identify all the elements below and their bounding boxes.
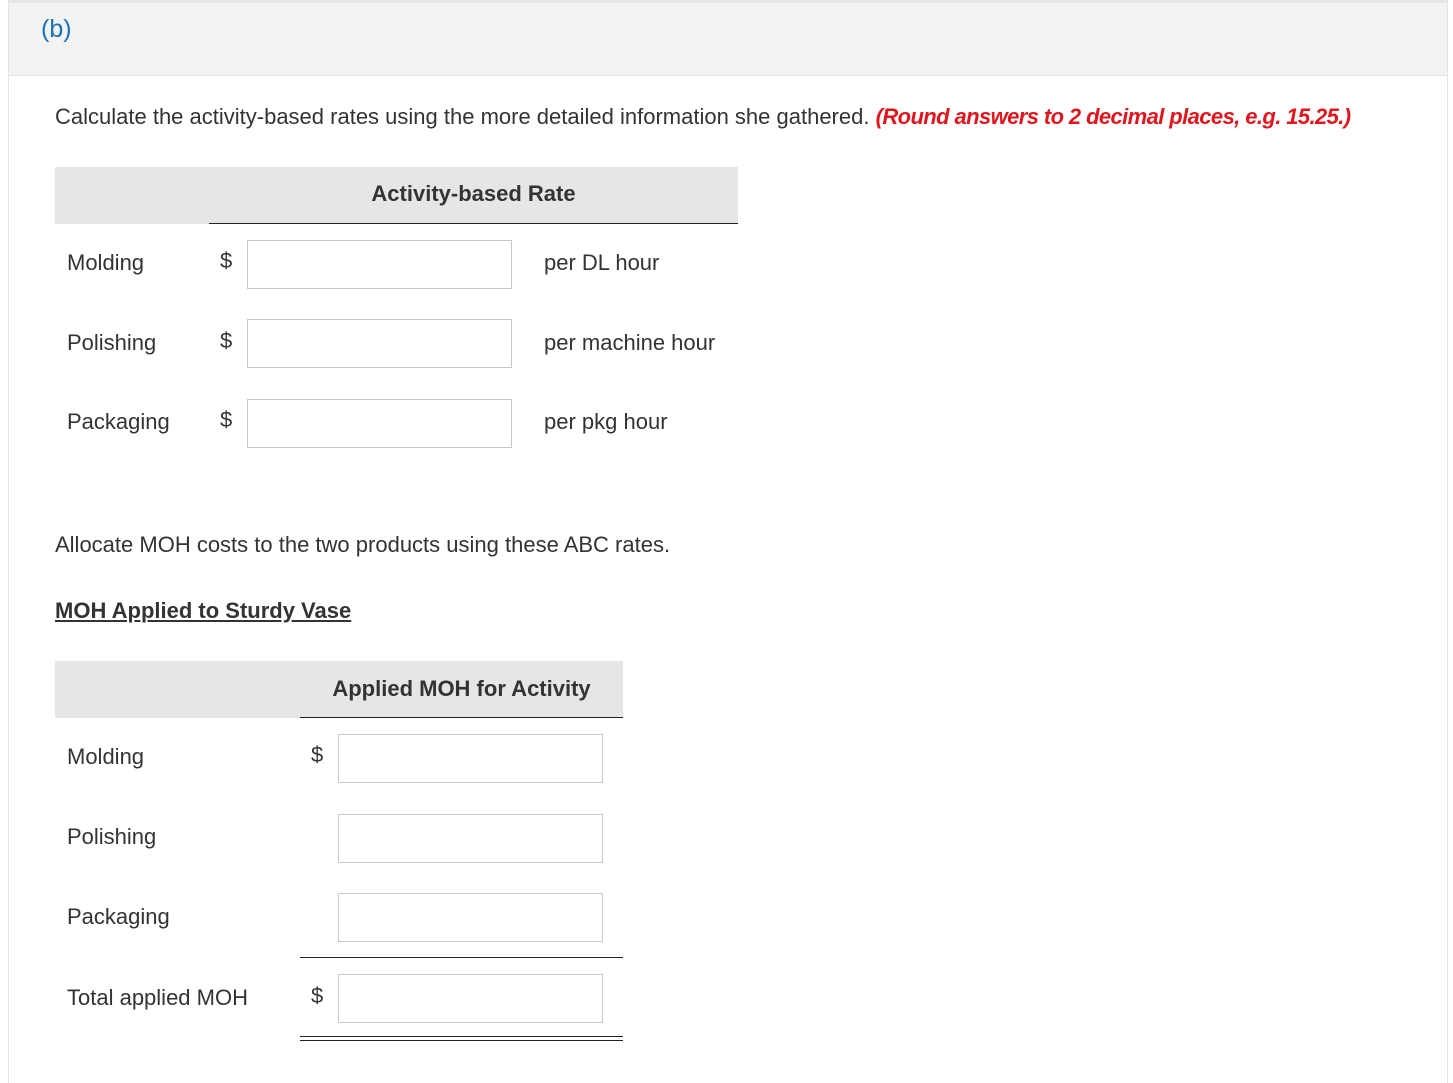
total-double-rule-bottom [300, 1040, 623, 1041]
currency-symbol: $ [220, 407, 233, 432]
packaging-rate-input[interactable] [247, 399, 512, 448]
rounding-note: (Round answers to 2 decimal places, e.g. 15.25.) [875, 104, 1351, 129]
packaging-applied-input[interactable] [338, 893, 603, 942]
applied-label-packaging: Packaging [67, 904, 170, 929]
subtotal-rule [300, 957, 623, 958]
total-double-rule-top [300, 1036, 623, 1037]
rates-column-header: Activity-based Rate [371, 181, 576, 206]
rate-unit-polishing: per machine hour [544, 330, 716, 355]
applied-header-rule [300, 717, 623, 718]
molding-rate-input[interactable] [247, 240, 512, 289]
molding-applied-input[interactable] [338, 734, 603, 783]
rate-unit-packaging: per pkg hour [544, 409, 668, 434]
applied-label-molding: Molding [67, 744, 145, 769]
total-applied-label: Total applied MOH [67, 985, 248, 1010]
currency-symbol: $ [311, 742, 324, 767]
allocate-instruction: Allocate MOH costs to the two products using these ABC rates. [55, 532, 671, 557]
applied-column-header: Applied MOH for Activity [332, 676, 591, 701]
currency-symbol: $ [220, 328, 233, 353]
instruction-main: Calculate the activity-based rates using the more detailed information she gathered. [55, 104, 870, 129]
rate-label-polishing: Polishing [67, 330, 157, 355]
polishing-applied-input[interactable] [338, 814, 603, 863]
rate-label-packaging: Packaging [67, 409, 170, 434]
total-applied-input[interactable] [338, 974, 603, 1023]
currency-symbol: $ [220, 248, 233, 273]
rate-unit-molding: per DL hour [544, 250, 660, 275]
instruction-text [55, 104, 1351, 130]
polishing-rate-input[interactable] [247, 319, 512, 368]
applied-label-polishing: Polishing [67, 824, 157, 849]
currency-symbol: $ [311, 983, 324, 1008]
rate-label-molding: Molding [67, 250, 145, 275]
part-header-bar [9, 0, 1447, 76]
rates-header-rule [209, 223, 738, 224]
section-subheading: MOH Applied to Sturdy Vase [55, 598, 352, 623]
part-label: (b) [41, 15, 72, 43]
